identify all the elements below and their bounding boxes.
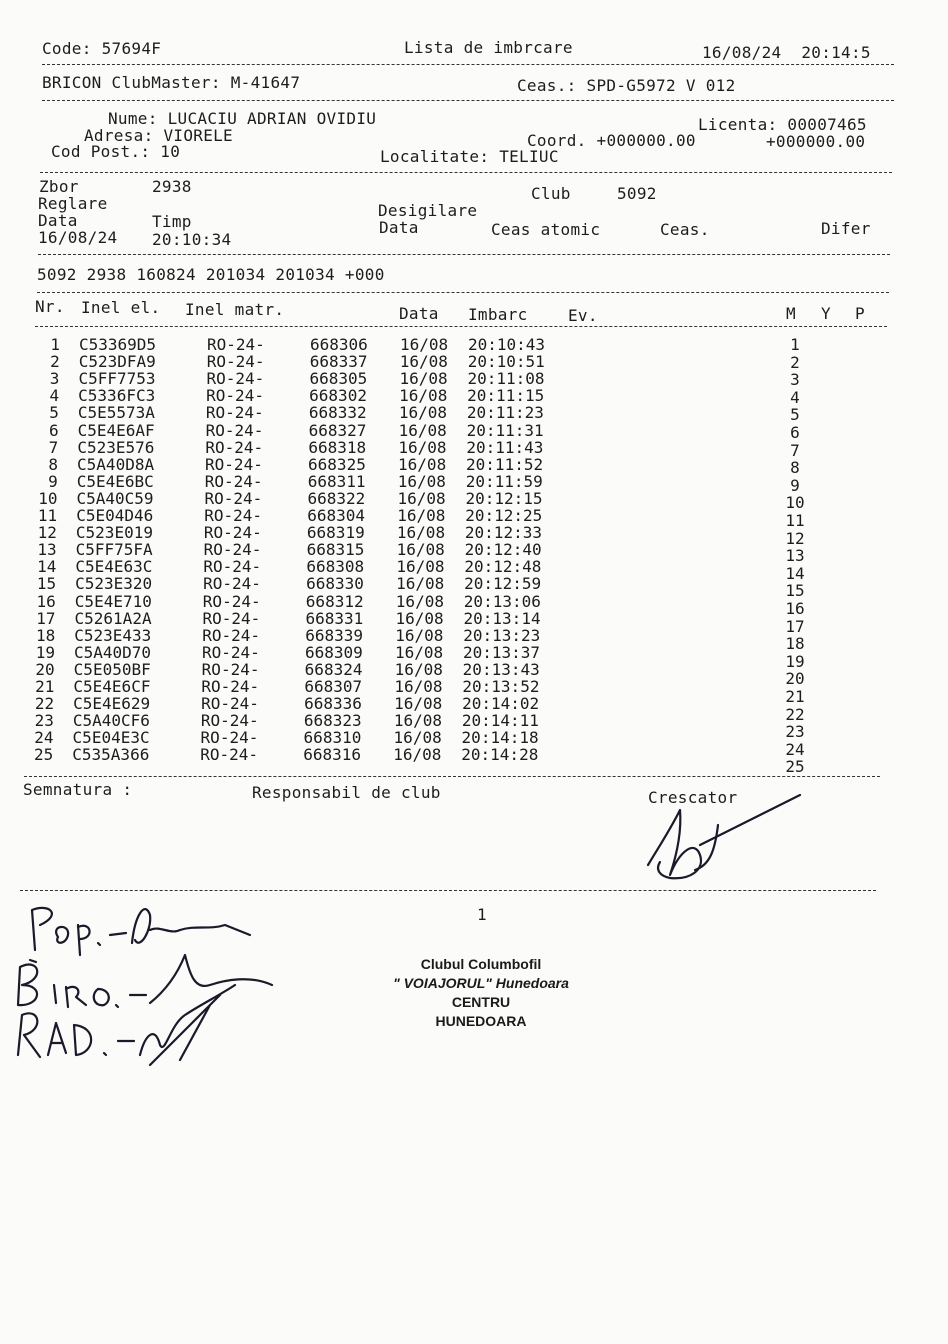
m-number: 6 xyxy=(790,423,800,442)
basket-time: 20:11:23 xyxy=(466,403,544,423)
clock-label: Ceas. xyxy=(660,220,710,239)
m-number: 7 xyxy=(790,440,800,460)
chip-id: C5E4E6BC xyxy=(76,471,154,491)
divider xyxy=(24,776,880,777)
m-number: 20 xyxy=(785,669,805,689)
ring-prefix: RO-24- xyxy=(205,420,264,440)
clubmaster-id: BRICON ClubMaster: M-41647 xyxy=(42,73,301,92)
club-stamp xyxy=(376,955,586,1031)
m-number: 17 xyxy=(785,616,805,636)
club-label: Club xyxy=(531,184,571,203)
table-row xyxy=(0,437,948,460)
ring-number: 668308 xyxy=(306,557,365,577)
ring-prefix: RO-24- xyxy=(200,728,259,748)
basket-time: 20:11:43 xyxy=(466,437,544,457)
chip-id: C523E320 xyxy=(75,574,153,594)
chip-id: C5A40D8A xyxy=(77,454,155,474)
basket-time: 20:13:52 xyxy=(462,677,540,696)
table-row xyxy=(0,471,948,495)
basket-date: 16/08 xyxy=(397,471,446,491)
basket-time: 20:11:31 xyxy=(466,420,544,440)
table-row xyxy=(0,745,948,777)
ring-prefix: RO-24- xyxy=(203,523,262,543)
stamp-line-1: Clubul Columbofil xyxy=(420,956,542,972)
row-number: 15 xyxy=(36,574,57,594)
club-responsible-label: Responsabil de club xyxy=(252,783,441,802)
ring-number: 668325 xyxy=(308,454,366,474)
basket-date: 16/08 xyxy=(399,352,448,372)
basket-date: 16/08 xyxy=(395,625,444,645)
chip-id: C523E019 xyxy=(75,523,153,543)
col-inel-matr: Inel matr. xyxy=(185,300,285,319)
ring-prefix: RO-24- xyxy=(205,437,264,457)
m-number: 21 xyxy=(785,687,805,706)
ring-prefix: RO-24- xyxy=(207,335,265,354)
reglare-label: Reglare xyxy=(38,194,108,213)
ring-number: 668337 xyxy=(309,352,368,372)
license-number: Licenta: 00007465 xyxy=(698,115,867,134)
ring-prefix: RO-24- xyxy=(201,694,259,714)
basket-date: 16/08 xyxy=(393,711,442,731)
chip-id: C5E5573A xyxy=(77,403,155,423)
owner-address: Adresa: VIORELE xyxy=(84,126,233,145)
chip-id: C5E050BF xyxy=(73,659,151,679)
row-number: 23 xyxy=(34,711,54,731)
chip-id: C523E433 xyxy=(74,625,152,645)
chip-id: C5FF75FA xyxy=(75,540,153,560)
row-number: 19 xyxy=(35,642,55,662)
reglare-date-label: Data xyxy=(38,211,78,230)
row-number: 17 xyxy=(36,608,56,628)
col-imbarc: Imbarc xyxy=(468,305,528,324)
clock-id: Ceas.: SPD-G5972 V 012 xyxy=(517,76,736,95)
zbor-label: Zbor xyxy=(39,177,79,196)
basket-time: 20:12:40 xyxy=(464,540,542,560)
basket-time: 20:11:59 xyxy=(465,471,543,491)
row-number: 24 xyxy=(34,728,54,748)
breeder-label: Crescator xyxy=(648,788,738,807)
m-number: 12 xyxy=(785,528,805,548)
basket-date: 16/08 xyxy=(395,608,444,628)
col-nr: Nr. xyxy=(35,297,65,316)
col-y: Y xyxy=(821,304,831,323)
ring-number: 668311 xyxy=(307,471,366,491)
row-number: 8 xyxy=(48,454,59,474)
chip-id: C5A40C59 xyxy=(76,488,154,508)
m-number: 22 xyxy=(785,704,805,724)
m-number: 3 xyxy=(790,370,800,390)
ring-prefix: RO-24- xyxy=(204,506,262,525)
chip-id: C5E04E3C xyxy=(72,728,150,748)
postal-code: Cod Post.: 10 xyxy=(51,142,181,161)
stamp-line-3: CENTRU xyxy=(451,994,511,1010)
page-number: 1 xyxy=(477,905,487,924)
ring-prefix: RO-24- xyxy=(202,608,261,628)
document-title: Lista de imbrcare xyxy=(404,38,573,57)
m-number: 4 xyxy=(790,387,800,407)
ring-prefix: RO-24- xyxy=(205,454,263,474)
ring-number: 668322 xyxy=(307,488,366,508)
m-number: 8 xyxy=(790,458,800,478)
basket-time: 20:12:25 xyxy=(465,506,543,525)
chip-id: C5E04D46 xyxy=(76,506,154,525)
row-number: 12 xyxy=(37,523,57,543)
table-row xyxy=(0,506,948,530)
chip-id: C5E4E6AF xyxy=(77,420,155,440)
reglare-time: 20:10:34 xyxy=(152,230,232,249)
m-number: 5 xyxy=(790,405,800,425)
table-row xyxy=(0,454,948,478)
col-m: M xyxy=(786,304,796,323)
difference-label: Difer xyxy=(821,219,871,238)
ring-number: 668315 xyxy=(306,540,365,560)
basket-time: 20:10:51 xyxy=(467,352,545,372)
table-row xyxy=(0,386,948,407)
ring-number: 668339 xyxy=(305,625,364,645)
row-number: 18 xyxy=(35,625,56,645)
basket-date: 16/08 xyxy=(395,591,444,611)
divider xyxy=(40,172,892,173)
basket-time: 20:11:08 xyxy=(467,369,545,389)
basket-time: 20:11:15 xyxy=(467,386,545,406)
basket-time: 20:11:52 xyxy=(466,454,544,474)
ring-number: 668316 xyxy=(303,745,362,765)
basket-time: 20:12:59 xyxy=(464,574,542,594)
owner-name: Nume: LUCACIU ADRIAN OVIDIU xyxy=(108,109,377,128)
row-number: 9 xyxy=(48,471,58,491)
basket-date: 16/08 xyxy=(394,642,444,662)
chip-id: C5A40D70 xyxy=(73,642,152,662)
chip-id: C5FF7753 xyxy=(78,369,156,389)
ring-prefix: RO-24- xyxy=(203,574,261,594)
basket-date: 16/08 xyxy=(398,437,447,457)
row-number: 16 xyxy=(36,591,56,611)
basket-date: 16/08 xyxy=(398,420,447,440)
stamp-line-2: " VOIAJORUL" Hunedoara xyxy=(393,975,569,991)
coordinates-second: +000000.00 xyxy=(766,132,866,151)
basket-date: 16/08 xyxy=(398,454,447,474)
chip-id: C5A40CF6 xyxy=(72,711,150,731)
ring-number: 668323 xyxy=(303,711,362,731)
row-number: 10 xyxy=(38,488,58,508)
ring-number: 668331 xyxy=(305,608,364,628)
row-number: 13 xyxy=(37,540,57,560)
ring-number: 668310 xyxy=(303,728,362,748)
ring-number: 668304 xyxy=(307,506,365,525)
m-number: 19 xyxy=(785,651,805,671)
m-number: 13 xyxy=(785,546,805,566)
locality: Localitate: TELIUC xyxy=(380,147,559,166)
ring-number: 668327 xyxy=(308,420,367,440)
basket-time: 20:13:23 xyxy=(463,625,541,645)
basket-time: 20:12:48 xyxy=(464,557,542,577)
table-row xyxy=(0,420,948,442)
basket-date: 16/08 xyxy=(394,677,443,696)
ring-prefix: RO-24- xyxy=(201,642,260,662)
m-number: 24 xyxy=(785,739,805,759)
row-number: 6 xyxy=(48,420,59,440)
table-row xyxy=(0,523,948,548)
row-number: 25 xyxy=(34,745,54,765)
m-number: 16 xyxy=(785,599,805,618)
ring-prefix: RO-24- xyxy=(201,659,260,679)
basket-date: 16/08 xyxy=(399,369,448,389)
table-row xyxy=(0,403,948,425)
print-datetime: 16/08/24 20:14:5 xyxy=(702,43,871,62)
code-label: Code: 57694F xyxy=(42,39,162,58)
chip-id: C523DFA9 xyxy=(78,352,156,372)
basket-time: 20:10:43 xyxy=(468,335,546,354)
basket-date: 16/08 xyxy=(396,557,445,577)
chip-id: C5336FC3 xyxy=(78,386,156,406)
row-number: 22 xyxy=(34,694,55,714)
ring-prefix: RO-24- xyxy=(201,677,260,696)
ring-prefix: RO-24- xyxy=(200,745,259,765)
m-number: 9 xyxy=(790,475,800,495)
m-number: 2 xyxy=(790,352,800,372)
divider xyxy=(37,292,889,293)
ring-number: 668307 xyxy=(304,677,363,696)
ring-number: 668319 xyxy=(306,523,365,543)
basket-time: 20:14:02 xyxy=(462,694,540,714)
basket-time: 20:13:06 xyxy=(463,591,541,611)
breeder-signature xyxy=(640,790,810,890)
m-number: 23 xyxy=(785,722,805,742)
basket-time: 20:13:37 xyxy=(462,642,541,662)
table-row xyxy=(0,540,948,566)
reglare-time-label: Timp xyxy=(152,212,192,231)
row-number: 3 xyxy=(49,369,60,389)
ring-number: 668312 xyxy=(305,591,364,611)
flight-summary-line: 5092 2938 160824 201034 201034 +000 xyxy=(37,265,385,284)
row-number: 14 xyxy=(37,557,57,577)
chip-id: C5261A2A xyxy=(74,608,152,628)
divider xyxy=(42,64,894,65)
basket-date: 16/08 xyxy=(394,659,443,679)
basket-date: 16/08 xyxy=(399,386,448,406)
club-value: 5092 xyxy=(617,184,657,203)
ring-prefix: RO-24- xyxy=(200,711,259,731)
basket-time: 20:14:28 xyxy=(461,745,539,765)
ring-prefix: RO-24- xyxy=(203,540,262,560)
basket-date: 16/08 xyxy=(398,403,448,423)
ring-number: 668305 xyxy=(309,369,368,389)
divider xyxy=(20,890,876,891)
chip-id: C535A366 xyxy=(72,745,150,765)
table-row xyxy=(0,336,948,353)
m-number: 15 xyxy=(785,581,805,601)
col-inel-el: Inel el. xyxy=(81,298,161,317)
basket-time: 20:14:11 xyxy=(461,711,539,731)
ring-prefix: RO-24- xyxy=(206,352,265,372)
col-p: P xyxy=(855,304,865,323)
stamp-line-4: HUNEDOARA xyxy=(435,1013,527,1029)
table-row xyxy=(0,369,948,390)
chip-id: C53369D5 xyxy=(79,335,157,354)
m-number: 10 xyxy=(785,493,805,513)
table-row xyxy=(0,488,948,513)
chip-id: C5E4E629 xyxy=(73,694,151,714)
basket-time: 20:12:15 xyxy=(465,488,543,508)
basket-date: 16/08 xyxy=(393,745,442,765)
table-row xyxy=(0,353,948,370)
basket-date: 16/08 xyxy=(396,574,445,594)
row-number: 2 xyxy=(50,352,60,372)
ring-number: 668306 xyxy=(310,335,368,354)
signature-label: Semnatura : xyxy=(23,780,133,799)
ring-number: 668318 xyxy=(308,437,367,457)
coordinates: Coord. +000000.00 xyxy=(527,131,696,150)
chip-id: C5E4E63C xyxy=(75,557,153,577)
row-number: 5 xyxy=(49,403,59,423)
basket-date: 16/08 xyxy=(397,488,446,508)
ring-prefix: RO-24- xyxy=(206,386,264,406)
m-number: 14 xyxy=(785,563,805,583)
m-number: 25 xyxy=(785,757,805,777)
m-number: 1 xyxy=(790,335,800,354)
handwritten-notes xyxy=(10,895,280,1070)
ring-number: 668332 xyxy=(308,403,367,423)
basket-time: 20:12:33 xyxy=(464,523,542,543)
ring-prefix: RO-24- xyxy=(202,625,261,645)
basket-time: 20:13:43 xyxy=(462,659,540,679)
ring-number: 668302 xyxy=(309,386,367,406)
desigilare-date-label: Data xyxy=(379,218,419,237)
ring-number: 668336 xyxy=(304,694,362,714)
col-data: Data xyxy=(399,304,439,323)
row-number: 11 xyxy=(37,506,58,525)
ring-number: 668330 xyxy=(306,574,364,594)
ring-prefix: RO-24- xyxy=(203,557,262,577)
ring-number: 668324 xyxy=(304,659,363,679)
ring-prefix: RO-24- xyxy=(204,488,263,508)
ring-prefix: RO-24- xyxy=(202,591,261,611)
desigilare-label: Desigilare xyxy=(378,201,478,220)
m-number: 11 xyxy=(785,511,805,530)
row-number: 21 xyxy=(35,677,55,696)
chip-id: C5E4E710 xyxy=(74,591,152,611)
row-number: 4 xyxy=(49,386,60,406)
chip-id: C523E576 xyxy=(77,437,155,457)
ring-prefix: RO-24- xyxy=(205,403,264,423)
reglare-date: 16/08/24 xyxy=(38,228,118,247)
basket-date: 16/08 xyxy=(393,728,442,748)
row-number: 7 xyxy=(48,437,59,457)
ring-prefix: RO-24- xyxy=(204,471,263,491)
zbor-value: 2938 xyxy=(152,177,192,196)
divider xyxy=(35,326,887,327)
basket-date: 16/08 xyxy=(396,540,445,560)
divider xyxy=(38,254,890,255)
chip-id: C5E4E6CF xyxy=(73,677,151,696)
ring-prefix: RO-24- xyxy=(206,369,265,389)
basket-time: 20:13:14 xyxy=(463,608,541,628)
atomic-clock-label: Ceas atomic xyxy=(491,220,601,239)
row-number: 1 xyxy=(50,335,60,354)
divider xyxy=(42,100,894,101)
basket-time: 20:14:18 xyxy=(461,728,539,748)
basket-date: 16/08 xyxy=(400,335,449,354)
row-number: 20 xyxy=(35,659,55,679)
basket-date: 16/08 xyxy=(396,523,446,543)
basket-date: 16/08 xyxy=(397,506,446,525)
col-ev: Ev. xyxy=(568,306,598,325)
ring-number: 668309 xyxy=(304,642,363,662)
basket-date: 16/08 xyxy=(394,694,443,714)
m-number: 18 xyxy=(785,634,805,654)
table-row xyxy=(0,557,948,583)
